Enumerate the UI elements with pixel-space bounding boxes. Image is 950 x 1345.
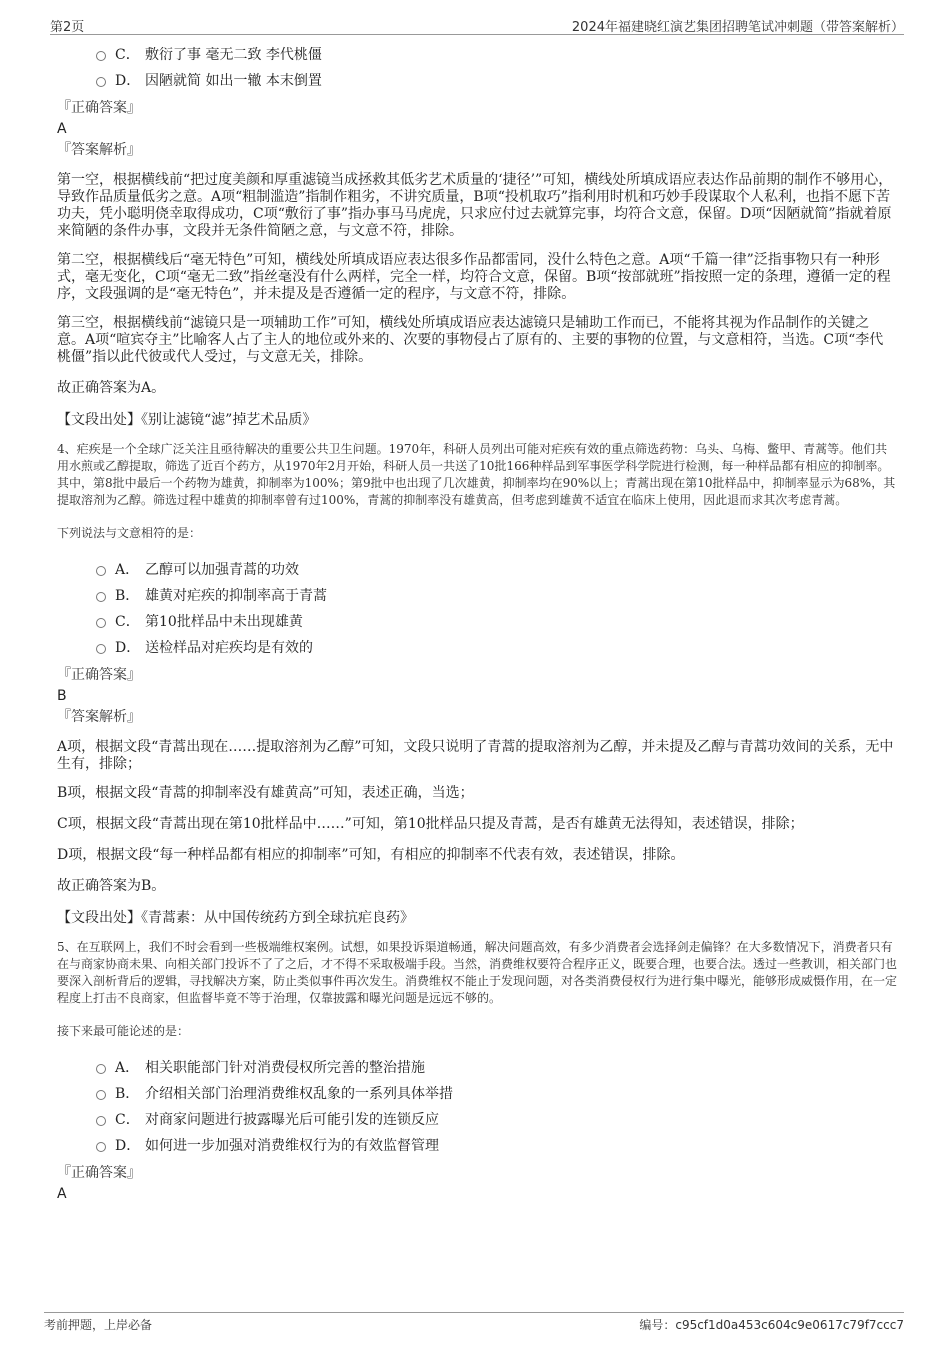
radio-icon[interactable]: [96, 77, 106, 87]
correct-answer: A: [57, 1186, 67, 1202]
page-number: 第2页: [50, 20, 85, 35]
document-code: 编号：c95cf1d0a453c604c9e0617c79f7ccc7: [639, 1318, 904, 1332]
footer-slogan: 考前押题，上岸必备: [44, 1318, 153, 1332]
analysis-conclusion: 故正确答案为A。: [57, 380, 166, 396]
answer-label: 『正确答案』: [57, 667, 141, 683]
q3-options: [57, 42, 897, 94]
option-c[interactable]: C． 敷衍了事 毫无二致 李代桃僵: [57, 42, 897, 68]
analysis-paragraph: 第二空，根据横线后“毫无特色”可知，横线处所填成语应表达很多作品都雷同，没什么特色之意。A项“千篇一律”泛指事物只有一种形式，毫无变化，C项“毫无二致”指丝毫没有什么两样，完全一样，均符合文意，保留。B项“按部就班”指按照一定的条理，遵循一定的程序，文段强调的是“毫无特色”，并未提及是否遵循一定的程序，与文意不符，排除。: [57, 252, 891, 302]
analysis-conclusion: 故正确答案为B。: [57, 878, 166, 894]
analysis-paragraph: 第三空，根据横线前“滤镜只是一项辅助工作”可知，横线处所填成语应表达滤镜只是辅助工作而已，不能将其视为作品制作的关键之意。A项“喧宾夺主”比喻客人占了主人的地位或外来的、次要的事物侵占了原有的、主要的事物的位置，与文意相符，当选。C项“李代桃僵”指以此代彼或代人受过，与文意无关，排除。: [57, 315, 884, 365]
q5-options: [57, 1055, 897, 1159]
analysis-paragraph: 第一空，根据横线前“把过度美颜和厚重滤镜当成拯救其低劣艺术质量的‘捷径’”可知，横线处所填成语应表达作品前期的制作不够用心，导致作品质量低劣之意。A项“粗制滥造”指制作粗劣，不讲究质量，B项“投机取巧”指利用时机和巧妙手段谋取个人私利，也指不愿下苦功夫，凭小聪明侥幸取得成功，C项“敷衍了事”指办事马马虎虎，只求应付过去就算完事，均符合文意，保留。D项“因陋就简”指就着原来简陋的条件办事，文段并无条件简陋之意，与文意不符，排除。: [57, 172, 893, 239]
radio-icon[interactable]: [96, 566, 106, 576]
option-d[interactable]: D． 因陋就简 如出一辙 本末倒置: [57, 68, 897, 94]
question-prompt: 接下来最可能论述的是：: [57, 1024, 190, 1038]
radio-icon[interactable]: [96, 1142, 106, 1152]
answer-label: 『正确答案』: [57, 100, 141, 116]
analysis-paragraph: C项，根据文段“青蒿出现在第10批样品中……”可知，第10批样品只提及青蒿，是否有雄黄无法得知，表述错误，排除；: [57, 816, 804, 832]
question-stem: 5、在互联网上，我们不时会看到一些极端维权案例。试想，如果投诉渠道畅通，解决问题高效，有多少消费者会选择剑走偏锋？在大多数情况下，消费者只有在与商家协商未果、向相关部门投诉不了了之后，才不得不采取极端手段。当然，消费维权要符合程序正义，既要合理，也要合法。透过一些教训，相关部门也要深入剖析背后的逻辑，寻找解决方案，防止类似事件再次发生。消费维权不能止于发现问题，对各类消费侵权行为进行集中曝光，能够形成威慑作用，在一定程度上打击不良商家，但监督毕竟不等于治理，仅靠披露和曝光问题是远远不够的。: [57, 940, 898, 1005]
question-prompt: 下列说法与文意相符的是：: [57, 526, 202, 540]
option-a[interactable]: A． 相关职能部门针对消费侵权所完善的整治措施: [57, 1055, 897, 1081]
analysis-paragraph: A项，根据文段“青蒿出现在……提取溶剂为乙醇”可知，文段只说明了青蒿的提取溶剂为乙醇，并未提及乙醇与青蒿功效间的关系，无中生有，排除；: [57, 739, 894, 772]
question-stem: 4、疟疾是一个全球广泛关注且亟待解决的重要公共卫生问题。1970年，科研人员列出可能对疟疾有效的重点筛选药物：乌头、乌梅、鳖甲、青蒿等。他们共用水煎或乙醇提取，筛选了近百个药方，从1970年2月开始，科研人员一共送了10批166种样品到军事医学科学院进行检测，每一种样品都有相应的抑制率。其中，第8批中最后一个药物为雄黄，抑制率为100%；第9批中也出现了几次雄黄，抑制率均在90%以上；青蒿出现在第10批样品中，抑制率显示为68%，其提取溶剂为乙醇。筛选过程中雄黄的抑制率曾有过100%，青蒿的抑制率没有雄黄高，但考虑到雄黄不适宜在临床上使用，因此退而求其次考虑青蒿。: [57, 442, 896, 507]
option-c[interactable]: C． 第10批样品中未出现雄黄: [57, 609, 897, 635]
analysis-label: 『答案解析』: [57, 142, 141, 158]
page-header: [50, 14, 904, 35]
document-title: 2024年福建晓红演艺集团招聘笔试冲刺题（带答案解析）: [571, 20, 904, 35]
correct-answer: B: [57, 688, 67, 704]
option-d[interactable]: D． 如何进一步加强对消费维权行为的有效监督管理: [57, 1133, 897, 1159]
page-footer: [44, 1312, 904, 1335]
option-c[interactable]: C． 对商家问题进行披露曝光后可能引发的连锁反应: [57, 1107, 897, 1133]
radio-icon[interactable]: [96, 644, 106, 654]
text-source: 【文段出处】《别让滤镜“滤”掉艺术品质》: [57, 412, 317, 428]
radio-icon[interactable]: [96, 1090, 106, 1100]
option-d[interactable]: D． 送检样品对疟疾均是有效的: [57, 635, 897, 661]
option-b[interactable]: B． 介绍相关部门治理消费维权乱象的一系列具体举措: [57, 1081, 897, 1107]
radio-icon[interactable]: [96, 1064, 106, 1074]
correct-answer: A: [57, 121, 67, 137]
answer-label: 『正确答案』: [57, 1165, 141, 1181]
analysis-paragraph: B项，根据文段“青蒿的抑制率没有雄黄高”可知，表述正确，当选；: [57, 785, 474, 801]
radio-icon[interactable]: [96, 618, 106, 628]
q4-options: [57, 557, 897, 661]
radio-icon[interactable]: [96, 592, 106, 602]
option-a[interactable]: A． 乙醇可以加强青蒿的功效: [57, 557, 897, 583]
option-b[interactable]: B． 雄黄对疟疾的抑制率高于青蒿: [57, 583, 897, 609]
document-body: [57, 40, 897, 1204]
analysis-paragraph: D项，根据文段“每一种样品都有相应的抑制率”可知，有相应的抑制率不代表有效，表述错误，排除。: [57, 847, 685, 863]
radio-icon[interactable]: [96, 51, 106, 61]
text-source: 【文段出处】《青蒿素：从中国传统药方到全球抗疟良药》: [57, 910, 414, 926]
radio-icon[interactable]: [96, 1116, 106, 1126]
analysis-label: 『答案解析』: [57, 709, 141, 725]
